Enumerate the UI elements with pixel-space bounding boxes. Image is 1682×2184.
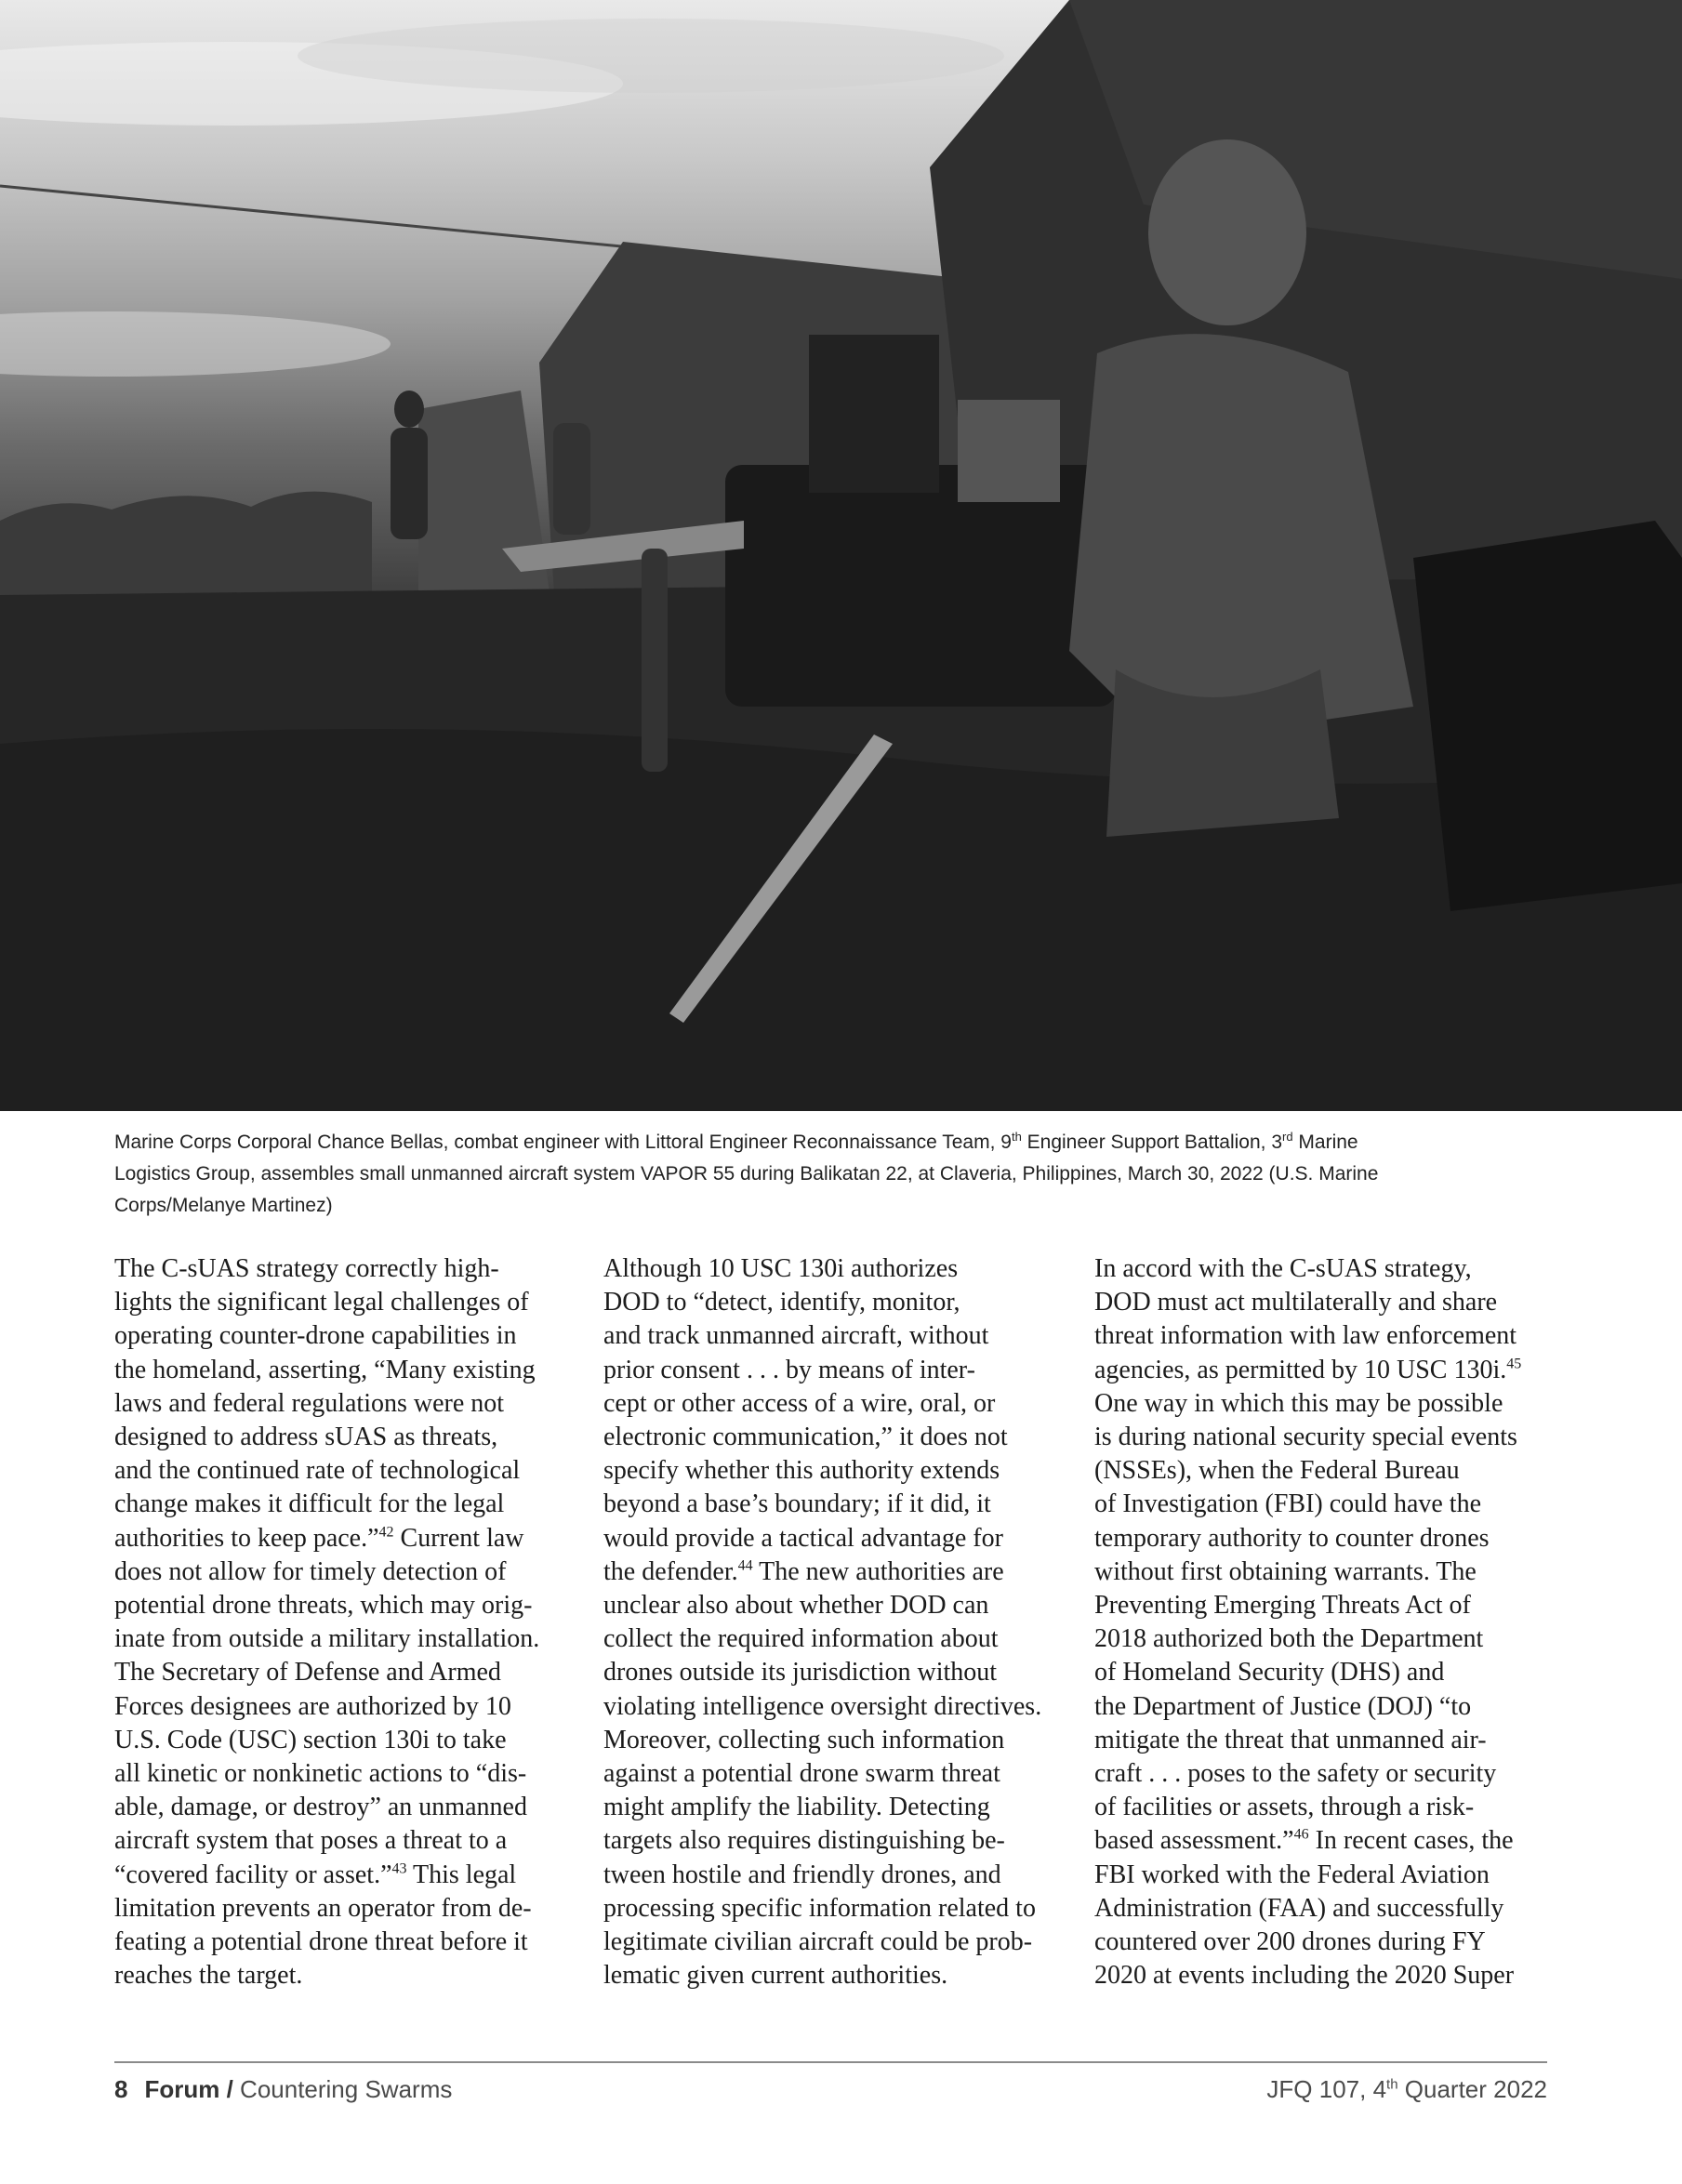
footer-rule: [114, 2061, 1547, 2063]
body-column-3: [1094, 1252, 1544, 1992]
footer-right: JFQ 107, 4th Quarter 2022: [1266, 2075, 1547, 2103]
section-label: Forum /: [144, 2075, 233, 2103]
footnote-ref-45: 45: [1506, 1356, 1522, 1372]
body-column-1: [114, 1252, 564, 1992]
body-column-2: [603, 1252, 1053, 1992]
page-number: 8: [114, 2075, 128, 2103]
footnote-ref-44: 44: [737, 1557, 753, 1574]
footnote-ref-43: 43: [391, 1860, 407, 1877]
article-title: Countering Swarms: [232, 2075, 453, 2103]
footer-left: [114, 2075, 452, 2104]
footnote-ref-46: 46: [1293, 1827, 1309, 1844]
paragraph: In accord with the C-sUAS strategy, DOD must act multilaterally and share threat information with law enforcement agencies, as permitted by 10 USC 130i.$^{45}$ One way in which this may be possible is during national security special events (NSSEs), when the Federal Bureau of Investigation (FBI) could have the temporary authority to counter drones without first obtaining warrants. The Preventing Emerging Threats Act of 2018 authorized both the Department of Homeland Security (DHS) and the Department of Justice (DOJ) “to mitigate the threat that unmanned air- craft . . . poses to the safety or security of facilities or assets, through a risk- based assessment.”$^{46}$ In recent cases, the FBI worked with the Federal Aviation Administration (FAA) and successfully countered over 200 drones during FY 2020 at events including the 2020 Super: [1094, 1254, 1522, 1991]
paragraph: Although 10 USC 130i authorizes DOD to “detect, identify, monitor, and track unmanned aircraft, without prior consent . . . by means of inter- cept or other access of a wire, oral, or electronic communication,” it does not specify whether this authority extends beyond a base’s boundary; if it did, it would provide a tactical advantage for the defender.$^{44}$ The new authorities are unclear also about whether DOD can collect the required information about drones outside its jurisdiction without violating intelligence oversight directives. Moreover, collecting such information against a potential drone swarm threat might amplify the liability. Detecting targets also requires distinguishing be- tween hostile and friendly drones, and processing specific information related to legitimate civilian aircraft could be prob- lematic given current authorities.: [603, 1254, 1042, 1991]
footnote-ref-42: 42: [378, 1524, 394, 1541]
paragraph: The C-sUAS strategy correctly high- lights the significant legal challenges of operating counter-drone capabilities in the homeland, asserting, “Many existing laws and federal regulations were not designed to address sUAS as threats, and the continued rate of technological change makes it difficult for the legal authorities to keep pace.”$^{42}$ Current law does not allow for timely detection of potential drone threats, which may orig- inate from outside a military installation. The Secretary of Defense and Armed Forces designees are authorized by 10 U.S. Code (USC) section 130i to take all kinetic or nonkinetic actions to “dis- able, damage, or destroy” an unmanned aircraft system that poses a threat to a “covered facility or asset.”$^{43}$ This legal limitation prevents an operator from de- feating a potential drone threat before it reaches the target.: [114, 1254, 540, 1991]
journal-issue: JFQ 107, 4: [1266, 2075, 1387, 2103]
photo-caption: Marine Corps Corporal Chance Bellas, combat engineer with Littoral Engineer Reconnaissance Team, 9th Engineer Support Battalion, 3rd Marine Logistics Group, assembles small unmanned aircraft system VAPOR 55 during Balikatan 22, at Claveria, Philippines, March 30, 2022 (U.S. Marine Corps/Melanye Martinez): [114, 1130, 1379, 1216]
